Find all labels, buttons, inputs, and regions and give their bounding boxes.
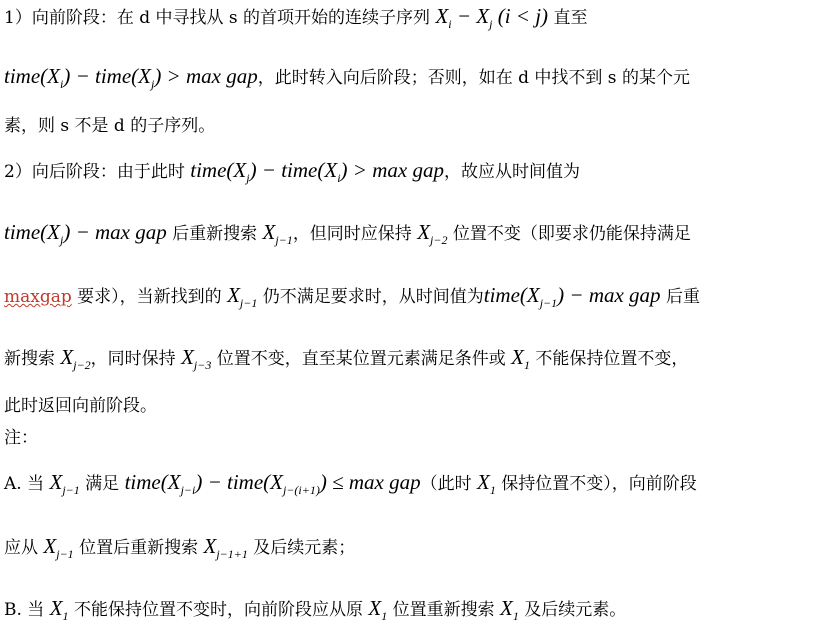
text: 保持位置不变），向前阶段 xyxy=(495,474,697,494)
text: 新搜索 xyxy=(4,349,61,369)
text: 位置不变，直至某位置元素满足条件或 xyxy=(211,349,512,369)
text: A. 当 xyxy=(4,474,50,494)
text: B. 当 xyxy=(4,600,50,620)
text: 不能保持位置不变， xyxy=(529,349,689,369)
math-formula: $time(X_i)$ − $time(X_j) > \max$ gap xyxy=(4,64,258,91)
math-formula: $X_{j-1+1}$ xyxy=(203,534,248,561)
text: 不能保持位置不变时，向前阶段应从原 xyxy=(68,600,369,620)
line-12 xyxy=(4,598,626,622)
line-7 xyxy=(4,347,688,371)
math-formula: $X_{j-1}$ xyxy=(49,470,80,497)
line-4 xyxy=(4,160,580,184)
text: 及后续元素； xyxy=(247,538,356,558)
math-formula: $X_{j-2}$ xyxy=(60,345,91,372)
text: 直至 xyxy=(548,8,588,28)
text: 位置后重新搜索 xyxy=(73,538,204,558)
math-formula: $X_1$ xyxy=(500,596,519,623)
math-formula: $time(X_j) - \max$ gap xyxy=(4,220,167,247)
math-formula: $X_1$ xyxy=(368,596,388,623)
line-11 xyxy=(4,536,355,560)
math-formula: $X_i - X_j$ (i < j) xyxy=(435,4,549,31)
line-9 xyxy=(4,430,38,447)
math-formula: $time(X_{j-i})$ − $time(X_{j-(i+1)}) \le \max$ gap xyxy=(124,470,421,497)
text: 后重 xyxy=(660,287,700,307)
line-2 xyxy=(4,66,690,90)
line-6 xyxy=(4,285,700,309)
text: ，此时转入向后阶段；否则，如在 d 中找不到 s 的某个元 xyxy=(257,68,690,88)
text: 位置不变（即要求仍能保持满足 xyxy=(447,224,691,244)
math-formula: $time(X_j)$ − $time(X_i) > \max$ gap xyxy=(190,158,444,185)
math-formula: $time(X_{j-1}) - \max$ gap xyxy=(483,283,661,310)
text: 1）向前阶段：在 d 中寻找从 s 的首项开始的连续子序列 xyxy=(4,8,436,28)
text: 要求），当新找到的 xyxy=(71,287,228,307)
text: 素，则 s 不是 d 的子序列。 xyxy=(4,116,216,136)
line-3 xyxy=(4,118,215,135)
math-formula: $X_{j-1}$ xyxy=(262,220,293,247)
text: 仍不满足要求时，从时间值为 xyxy=(257,287,484,307)
line-8 xyxy=(4,398,157,415)
text: 此时返回向前阶段。 xyxy=(4,396,157,416)
note-heading: 注： xyxy=(4,428,38,448)
math-formula: $X_{j-1}$ xyxy=(227,283,258,310)
line-5 xyxy=(4,222,691,246)
math-formula: $X_1$ xyxy=(49,596,69,623)
text: ，但同时应保持 xyxy=(292,224,418,244)
text: 应从 xyxy=(4,538,44,558)
text: （此时 xyxy=(420,474,477,494)
text: 满足 xyxy=(79,474,125,494)
text: 及后续元素。 xyxy=(518,600,627,620)
text: 后重新搜索 xyxy=(166,224,263,244)
text: 2）向后阶段：由于此时 xyxy=(4,162,191,182)
text: ，同时保持 xyxy=(90,349,182,369)
math-formula: $X_1$ xyxy=(477,470,496,497)
line-10 xyxy=(4,472,697,496)
math-formula: $X_{j-1}$ xyxy=(43,534,74,561)
line-1 xyxy=(4,6,587,30)
text: 位置重新搜索 xyxy=(387,600,500,620)
spellcheck-word: maxgap xyxy=(4,287,72,307)
math-formula: $X_{j-2}$ xyxy=(417,220,448,247)
math-formula: $X_1$ xyxy=(511,345,530,372)
text: ，故应从时间值为 xyxy=(443,162,580,182)
math-formula: $X_{j-3}$ xyxy=(181,345,212,372)
